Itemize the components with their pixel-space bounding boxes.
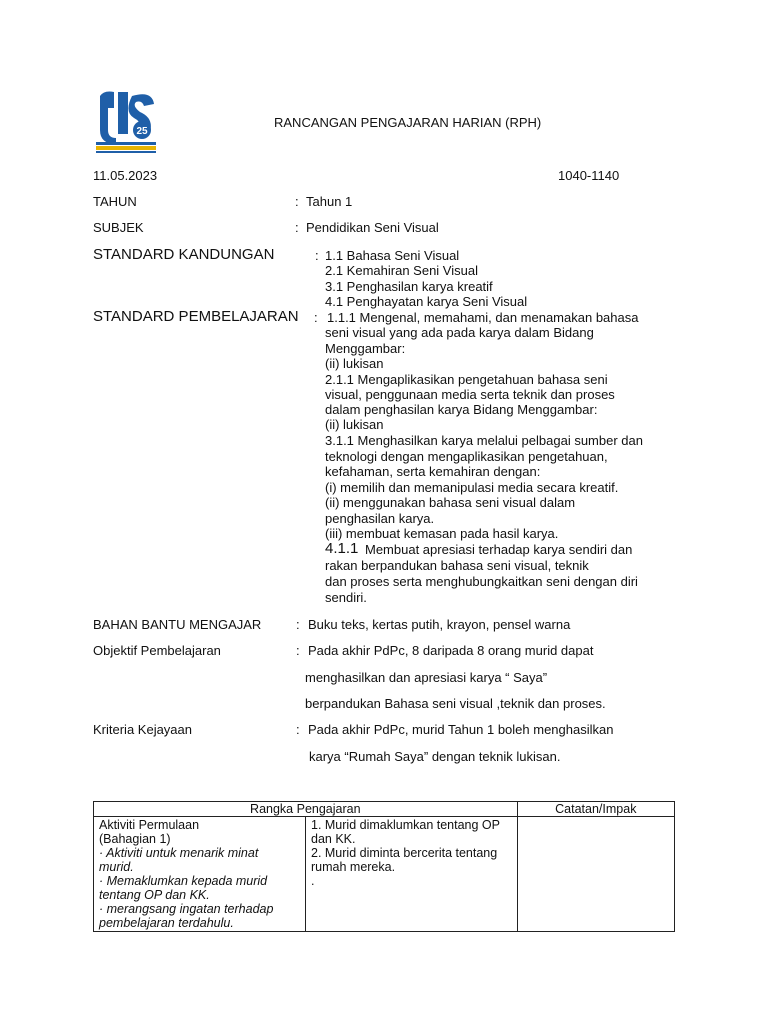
sp-code: 4.1.1 <box>325 540 359 557</box>
sp-line: 1.1.1 Mengenal, memahami, dan menamakan bahasa <box>327 310 639 325</box>
sp-line: (iii) membuat kemasan pada hasil karya. <box>325 526 559 541</box>
standard-kandungan-item: 1.1 Bahasa Seni Visual <box>325 248 460 263</box>
content-line: dan KK. <box>311 832 356 846</box>
kriteria-line: karya “Rumah Saya” dengan teknik lukisan. <box>309 749 561 764</box>
activity-bullet: · merangsang ingatan terhadap <box>99 902 274 916</box>
activity-bullet: tentang OP dan KK. <box>99 888 210 902</box>
table-row <box>94 817 675 932</box>
objektif-line: menghasilkan dan apresiasi karya “ Saya” <box>305 670 548 685</box>
tahun-label: TAHUN <box>93 194 137 209</box>
page-title: RANCANGAN PENGAJARAN HARIAN (RPH) <box>274 115 542 130</box>
activity-line: (Bahagian 1) <box>99 832 171 846</box>
sp-line: 3.1.1 Menghasilkan karya melalui pelbagai sumber dan <box>325 433 643 448</box>
tahun-colon: : <box>295 194 299 209</box>
sp-line: rakan berpandukan bahasa seni visual, teknik <box>325 558 589 573</box>
sp-line: dalam penghasilan karya Bidang Menggambar: <box>325 402 598 417</box>
bahan-colon: : <box>296 617 300 632</box>
objektif-colon: : <box>296 643 300 658</box>
activity-line: Aktiviti Permulaan <box>99 818 200 832</box>
sp-line: dan proses serta menghubungkaitkan seni dengan diri <box>325 574 638 589</box>
sp-line: penghasilan karya. <box>325 511 435 526</box>
sp-line: (ii) lukisan <box>325 417 384 432</box>
time-text: 1040-1140 <box>558 168 620 183</box>
sp-line: Menggambar: <box>325 341 406 356</box>
content-line: rumah mereka. <box>311 860 396 874</box>
sp-line: (ii) menggunakan bahasa seni visual dalam <box>325 495 576 510</box>
subjek-value: Pendidikan Seni Visual <box>306 220 439 235</box>
sp-line: sendiri. <box>325 590 367 605</box>
standard-pembelajaran-label: STANDARD PEMBELAJARAN <box>93 308 299 325</box>
table-header-catatan: Catatan/Impak <box>517 802 674 817</box>
kriteria-label: Kriteria Kejayaan <box>93 722 192 737</box>
objektif-label: Objektif Pembelajaran <box>93 643 221 658</box>
objektif-line: Pada akhir PdPc, 8 daripada 8 orang murid dapat <box>308 643 594 658</box>
objektif-line: berpandukan Bahasa seni visual ,teknik dan proses. <box>305 696 606 711</box>
subjek-colon: : <box>295 220 299 235</box>
kriteria-colon: : <box>296 722 300 737</box>
notes-cell <box>517 817 674 932</box>
activity-bullet: · Aktiviti untuk menarik minat <box>99 846 259 860</box>
content-line: 2. Murid diminta bercerita tentang <box>311 846 498 860</box>
sp-line: teknologi dengan mengaplikasikan pengetahuan, <box>325 449 608 464</box>
logo-text: 25 <box>136 126 148 137</box>
standard-pembelajaran-colon: : <box>314 310 318 325</box>
subjek-label: SUBJEK <box>93 220 144 235</box>
sp-line: (ii) lukisan <box>325 356 384 371</box>
date-text: 11.05.2023 <box>93 168 158 183</box>
content-line: . <box>311 874 315 888</box>
standard-kandungan-item: 4.1 Penghayatan karya Seni Visual <box>325 294 528 309</box>
sp-line: kefahaman, serta kemahiran dengan: <box>325 464 541 479</box>
lesson-plan-table <box>93 801 675 932</box>
table-header-row <box>94 802 675 817</box>
sp-line: 2.1.1 Mengaplikasikan pengetahuan bahasa seni <box>325 372 608 387</box>
sp-line: seni visual yang ada pada karya dalam Bidang <box>325 325 594 340</box>
table-header-rangka: Rangka Pengajaran <box>94 802 518 817</box>
standard-kandungan-label: STANDARD KANDUNGAN <box>93 246 275 263</box>
bahan-label: BAHAN BANTU MENGAJAR <box>93 617 262 632</box>
activity-bullet: · Memaklumkan kepada murid <box>99 874 268 888</box>
sp-line: visual, penggunaan media serta teknik dan proses <box>325 387 615 402</box>
sp-line: (i) memilih dan memanipulasi media secara kreatif. <box>325 480 619 495</box>
tahun-value: Tahun 1 <box>306 194 353 209</box>
kriteria-line: Pada akhir PdPc, murid Tahun 1 boleh menghasilkan <box>308 722 614 737</box>
activity-cell <box>94 817 306 932</box>
activity-bullet: pembelajaran terdahulu. <box>99 916 234 930</box>
content-cell <box>306 817 518 932</box>
standard-kandungan-item: 3.1 Penghasilan karya kreatif <box>325 279 493 294</box>
standard-kandungan-colon: : <box>315 248 319 263</box>
content-line: 1. Murid dimaklumkan tentang OP <box>311 818 500 832</box>
sp-line: Membuat apresiasi terhadap karya sendiri dan <box>365 542 633 557</box>
school-logo <box>94 88 158 158</box>
standard-kandungan-item: 2.1 Kemahiran Seni Visual <box>325 263 478 278</box>
bahan-value: Buku teks, kertas putih, krayon, pensel warna <box>308 617 571 632</box>
activity-bullet: murid. <box>99 860 134 874</box>
